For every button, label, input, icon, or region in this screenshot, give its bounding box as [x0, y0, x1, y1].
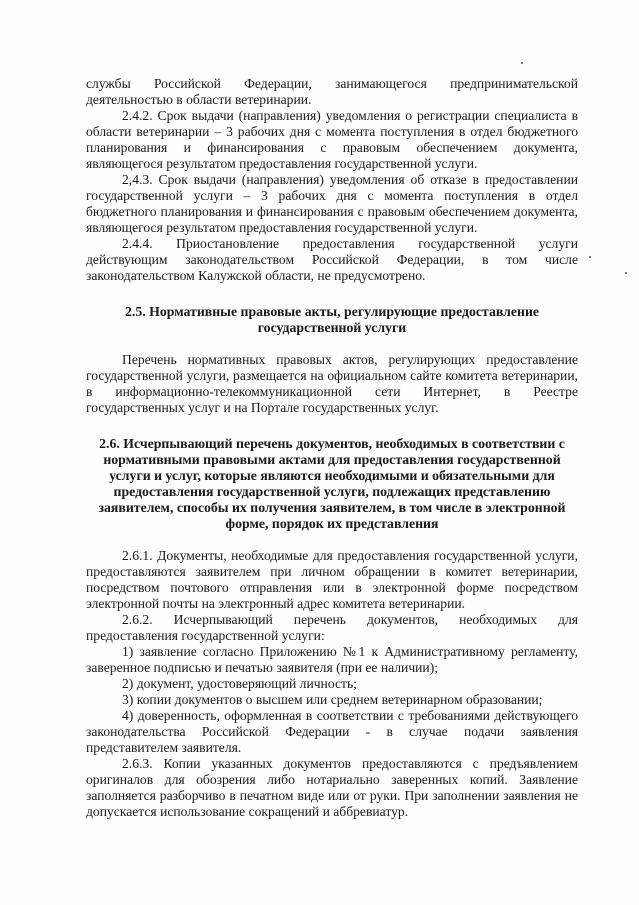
paragraph-2-6-3: 2.6.3. Копии указанных документов предоставляются с предъявлением оригиналов для обозрения либо нотариально заверенных копий. Заявление заполняется разборчиво в печатном виде или от руки. При заполнении заявления не допускается использование сокращений и аббревиатур.	[86, 756, 578, 819]
list-item: 2) документ, удостоверяющий личность;	[122, 676, 357, 691]
paragraph-2-4-3: 2,4.3. Срок выдачи (направления) уведомления об отказе в предоставлении государственной услуги – 3 рабочих дня с момента поступления в отдел бюджетного планирования и финансирования с правовым обеспечением документа, являющегося результатом предоставления государственной услуги.	[86, 172, 578, 235]
paragraph-continuation: службы Российской Федерации, занимающегося предпринимательской деятельностью в области ветеринарии.	[86, 76, 578, 107]
paragraph-2-4-4: 2.4.4. Приостановление предоставления государственной услуги действующим законодательством Российской Федерации, в том числе законодательством Калужской области, не предусмотрено.	[86, 236, 578, 283]
list-item: 1) заявление согласно Приложению №1 к Административному регламенту, заверенное подписью и печатью заявителя (при ее наличии);	[86, 644, 578, 675]
section-heading-2-5: 2.5. Нормативные правовые акты, регулирующие предоставление государственной услуги	[124, 304, 540, 335]
document-page	[86, 76, 578, 820]
list-item: 4) доверенность, оформленная в соответствии с требованиями действующего законодательства Российской Федерации - в случае подачи заявления представителем заявителя.	[86, 708, 578, 755]
list-item: 3) копии документов о высшем или среднем ветеринарном образовании;	[122, 692, 543, 707]
paragraph-2-4-2: 2.4.2. Срок выдачи (направления) уведомления о регистрации специалиста в области ветеринарии – 3 рабочих дня с момента поступления в отдел бюджетного планирования и финансирования с правовым обеспечением документа, являющегося результатом предоставления государственной услуги.	[86, 108, 578, 171]
paragraph-2-6-2: 2.6.2. Исчерпывающий перечень документов, необходимых для предоставления государственной услуги:	[86, 612, 578, 643]
section-heading-2-6: 2.6. Исчерпывающий перечень документов, необходимых в соответствии с нормативными правовыми актами для предоставления государственной услуги и услуг, которые являются необходимыми и обязательными для предоставления государственной услуги, подлежащих представлению заявителем, способы их получения заявителем, в том числе в электронной форме, порядок их представления	[98, 436, 566, 531]
paragraph-2-5: Перечень нормативных правовых актов, регулирующих предоставление государственной услуги, размещается на официальном сайте комитета ветеринарии, в информационно-телекоммуникационной сети Интернет, в Реестре государственных услуг и на Портале государственных услуг.	[86, 352, 578, 415]
paragraph-2-6-1: 2.6.1. Документы, необходимые для предоставления государственной услуги, предоставляются заявителем при личном обращении в комитет ветеринарии, посредством почтового отправления или в электронной форме посредством электронной почты на электронный адрес комитета ветеринарии.	[86, 548, 578, 611]
